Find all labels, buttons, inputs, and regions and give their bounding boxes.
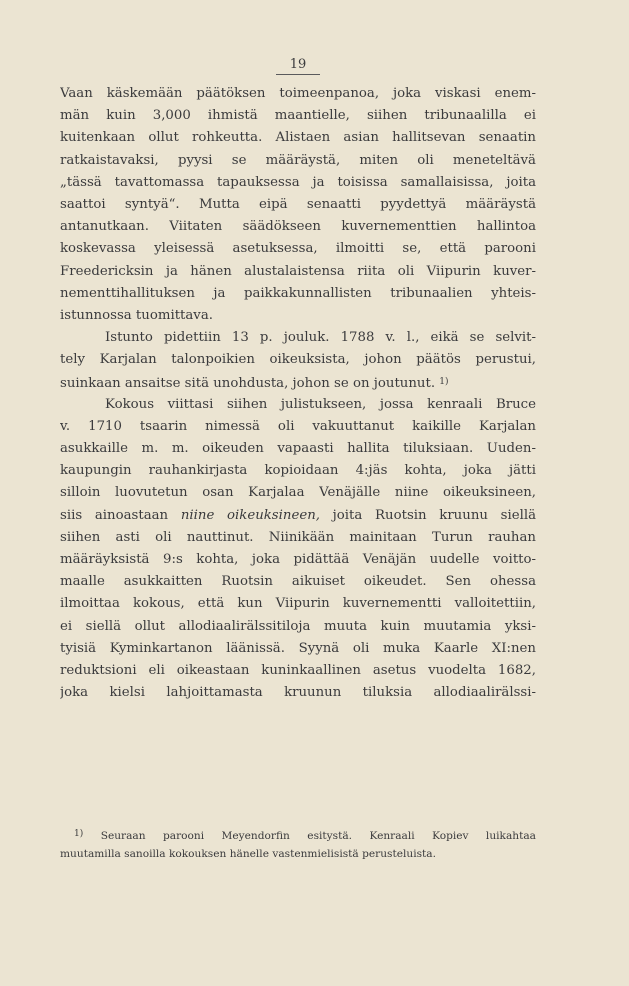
- text-line: ei siellä ollut allodiaalirälssitiloja muuta kuin muutamia yksi-: [60, 618, 536, 634]
- text-line: Istunto pidettiin 13 p. jouluk. 1788 v. l., eikä se selvit-: [105, 330, 536, 346]
- text-line: kaupungin rauhankirjasta kopioidaan 4:jäs kohta, joka jätti: [60, 463, 536, 479]
- footnote-reference: 1): [439, 377, 449, 388]
- footnote-line: muutamilla sanoilla kokouksen hänelle vastenmielisistä perusteluista.: [60, 848, 436, 860]
- text-line: tyisiä Kyminkartanon läänissä. Syynä oli muka Kaarle XI:nen: [60, 640, 536, 656]
- footnote-text: Seuraan parooni Meyendorfin esitystä. Kenraali Kopiev luikahtaa: [100, 830, 536, 842]
- text-span: suinkaan ansaitse sitä unohdusta, johon se on joutunut.: [60, 376, 436, 392]
- emphasized-text: niine oikeuksineen,: [180, 507, 320, 523]
- text-line: nementtihallituksen ja paikkakunnallisten tribunaalien yhteis-: [60, 285, 536, 301]
- text-line: määräyksistä 9:s kohta, joka pidättää Venäjän uudelle voitto-: [60, 551, 536, 567]
- text-line: saattoi syntyä“. Mutta eipä senaatti pyydettyä määräystä: [60, 196, 536, 212]
- text-line: kuitenkaan ollut rohkeutta. Alistaen asian hallitsevan senaatin: [60, 130, 536, 146]
- text-line: reduktsioni eli oikeastaan kuninkaallinen asetus vuodelta 1682,: [60, 662, 536, 678]
- text-span: joita Ruotsin kruunu siellä: [319, 507, 536, 523]
- text-line: ilmoittaa kokous, että kun Viipurin kuvernementti valloitettiin,: [60, 596, 536, 612]
- text-line: siihen asti oli nauttinut. Niinikään mainitaan Turun rauhan: [60, 529, 536, 545]
- footnote: [60, 824, 536, 864]
- page-number-rule: [276, 74, 320, 75]
- text-line: „tässä tavattomassa tapauksessa ja toisissa samallaisissa, joita: [60, 174, 536, 190]
- text-line: istunnossa tuomittava.: [60, 307, 213, 323]
- text-line: joka kielsi lahjoittamasta kruunun tiluksia allodiaalirälssi-: [60, 685, 536, 701]
- page-number: 19: [289, 57, 307, 72]
- text-line: v. 1710 tsaarin nimessä oli vakuuttanut kaikille Karjalan: [60, 418, 536, 434]
- text-line: antanutkaan. Viitaten säädökseen kuvernementtien hallintoa: [60, 219, 536, 235]
- text-line: ratkaistavaksi, pyysi se määräystä, miten oli meneteltävä: [60, 152, 536, 168]
- text-line: silloin luovutetun osan Karjalaa Venäjälle niine oikeuksineen,: [60, 485, 536, 501]
- text-line: [60, 371, 536, 393]
- text-line: koskevassa yleisessä asetuksessa, ilmoitti se, että parooni: [60, 241, 536, 257]
- text-line: män kuin 3,000 ihmistä maantielle, siihen tribunaalilla ei: [60, 108, 536, 124]
- text-line: tely Karjalan talonpoikien oikeuksista, johon päätös perustui,: [60, 352, 536, 368]
- footnote-line: [60, 824, 536, 844]
- text-line: Kokous viittasi siihen julistukseen, jossa kenraali Bruce: [105, 396, 536, 412]
- text-line: Vaan käskemään päätöksen toimeenpanoa, joka viskasi enem-: [60, 86, 536, 101]
- text-line: maalle asukkaitten Ruotsin aikuiset oikeudet. Sen ohessa: [60, 574, 536, 590]
- body-text: [60, 83, 536, 704]
- text-line: Freedericksin ja hänen alustalaistensa riita oli Viipurin kuver-: [60, 263, 536, 279]
- text-span: siis ainoastaan: [60, 507, 181, 523]
- text-line: [60, 505, 536, 527]
- text-line: asukkaille m. m. oikeuden vapaasti hallita tiluksiaan. Uuden-: [60, 441, 536, 456]
- footnote-mark: 1): [74, 829, 84, 839]
